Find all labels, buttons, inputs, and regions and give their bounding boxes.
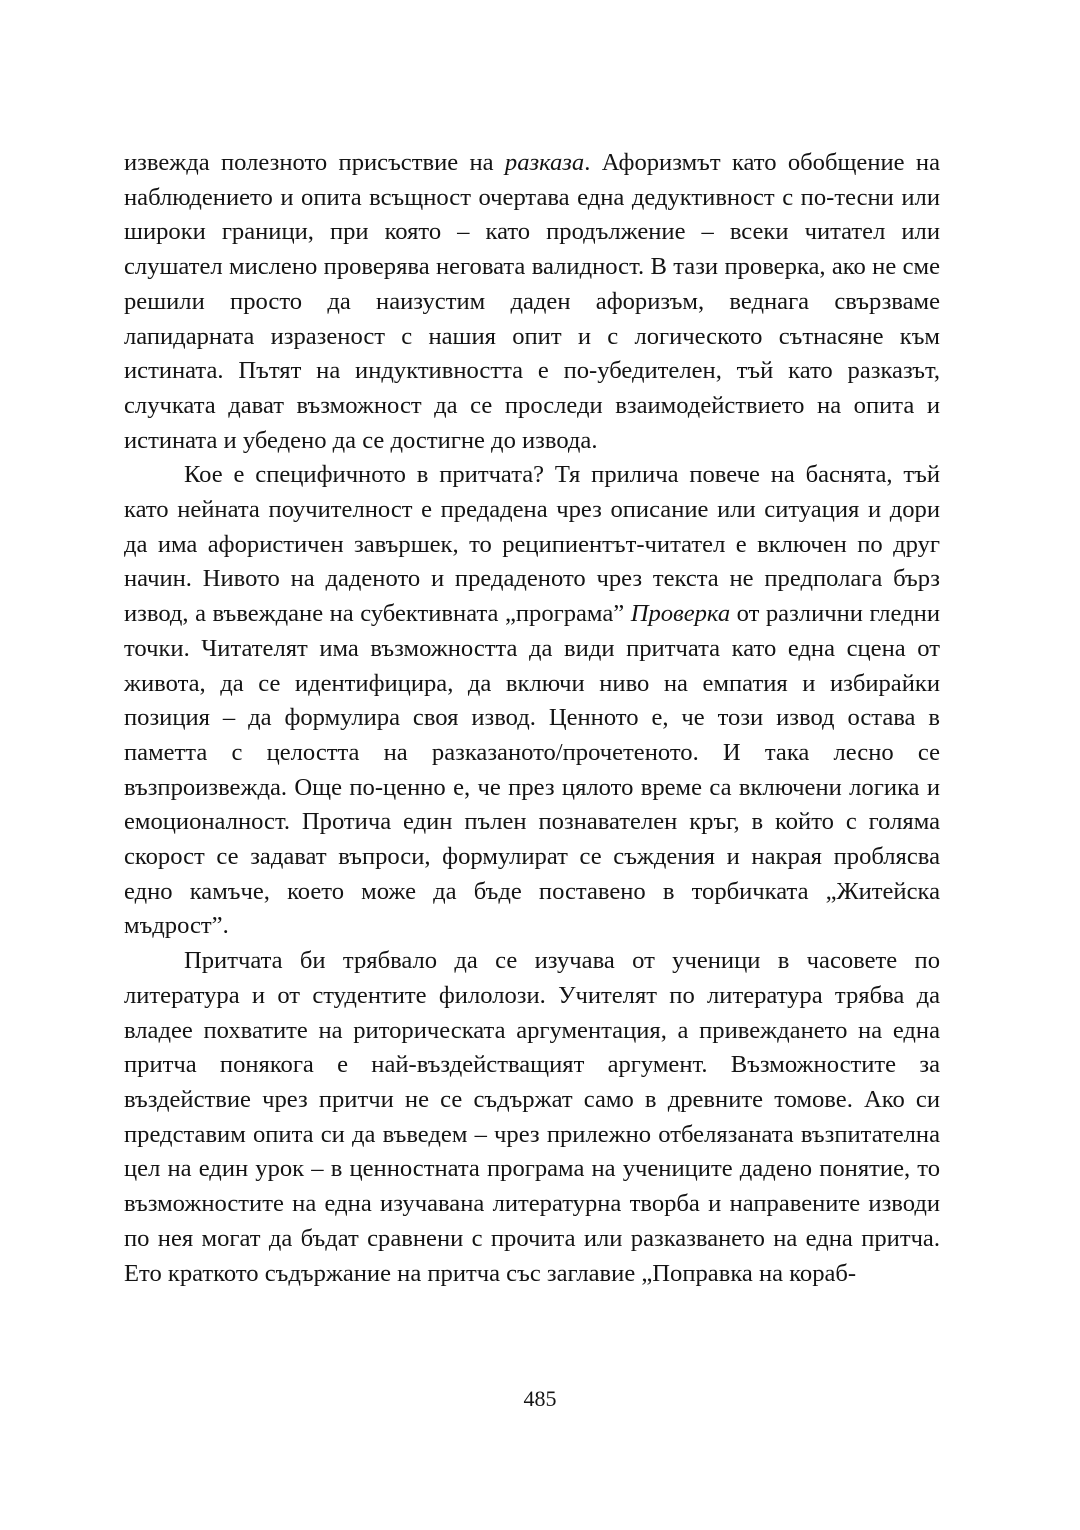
paragraph-1-italic-term: разказа (504, 149, 585, 176)
paragraph-2-run-3: от различни гледни точки. Читателят има възможността да види притчата като една сцена от живота, да се идентифицира, да включи ниво на емпатия и избирайки позиция – да формулира своя извод. Ценното е, че този извод остава в паметта с целостта на разказаното/прочетеното. И така лесно се възпроизвежда. Още по-ценно е, че през цялото време са включени логика и емоционалност. Протича един пълен познавателен кръг, в който с голяма скорост се задават въпроси, формулират се съждения и накрая проблясва едно камъче, което може да бъде поставено в торбичката „Житейска мъдрост”. (124, 600, 940, 940)
paragraph-3-run-1: Притчата би трябвало да се изучава от ученици в часовете по литература и от студентите филолози. Учителят по литература трябва да владее похватите на риторическата аргументация, а привеждането на една притча понякога е най-въздействащият аргумент. Възможностите за въздействие чрез притчи не се съдържат само в древните томове. Ако си представим опита си да въведем – чрез прилежно отбелязаната възпитателна цел на един урок – в ценностната програма на учениците дадено понятие, то възможностите на една изучавана литературна творба и направените изводи по нея могат да бъдат сравнени с прочита или разказването на една притча. Ето краткото съдържание на притча със заглавие „Поправка на кораб- (124, 947, 940, 1287)
paragraph-3 (124, 944, 940, 1291)
page-body (124, 146, 940, 1291)
paragraph-1-run-3: . Афоризмът като обобщение на наблюдението и опита всъщност очертава една дедуктивност с по-тесни или широки граници, при която – като продължение – всеки читател или слушател мислено проверява неговата валидност. В тази проверка, ако не сме решили просто да наизустим даден афоризъм, веднага свързваме лапидарната изразеност с нашия опит и с логическото сътнасяне към истината. Пътят на индуктивността е по-убедителен, тъй като разказът, случката дават възможност да се проследи взаимодействието на опита и истината и убедено да се достигне до извода. (124, 149, 940, 454)
paragraph-2-run-1: Кое е специфичното в притчата? Тя прилича повече на баснята, тъй като нейната поучителност е предадена чрез описание или ситуация и дори да има афористичен завършек, то реципиентът-читател е включен по друг начин. Нивото на даденото и предаденото чрез текста не предполага бърз извод, а въвеждане на субективната „програма” (124, 461, 940, 628)
paragraph-2-italic-term: Проверка (630, 600, 731, 628)
paragraph-1-run-1: извежда полезното присъствие на (124, 149, 505, 176)
page-number: 485 (523, 1386, 557, 1411)
paragraph-2 (124, 458, 940, 944)
paragraph-1 (124, 146, 940, 458)
